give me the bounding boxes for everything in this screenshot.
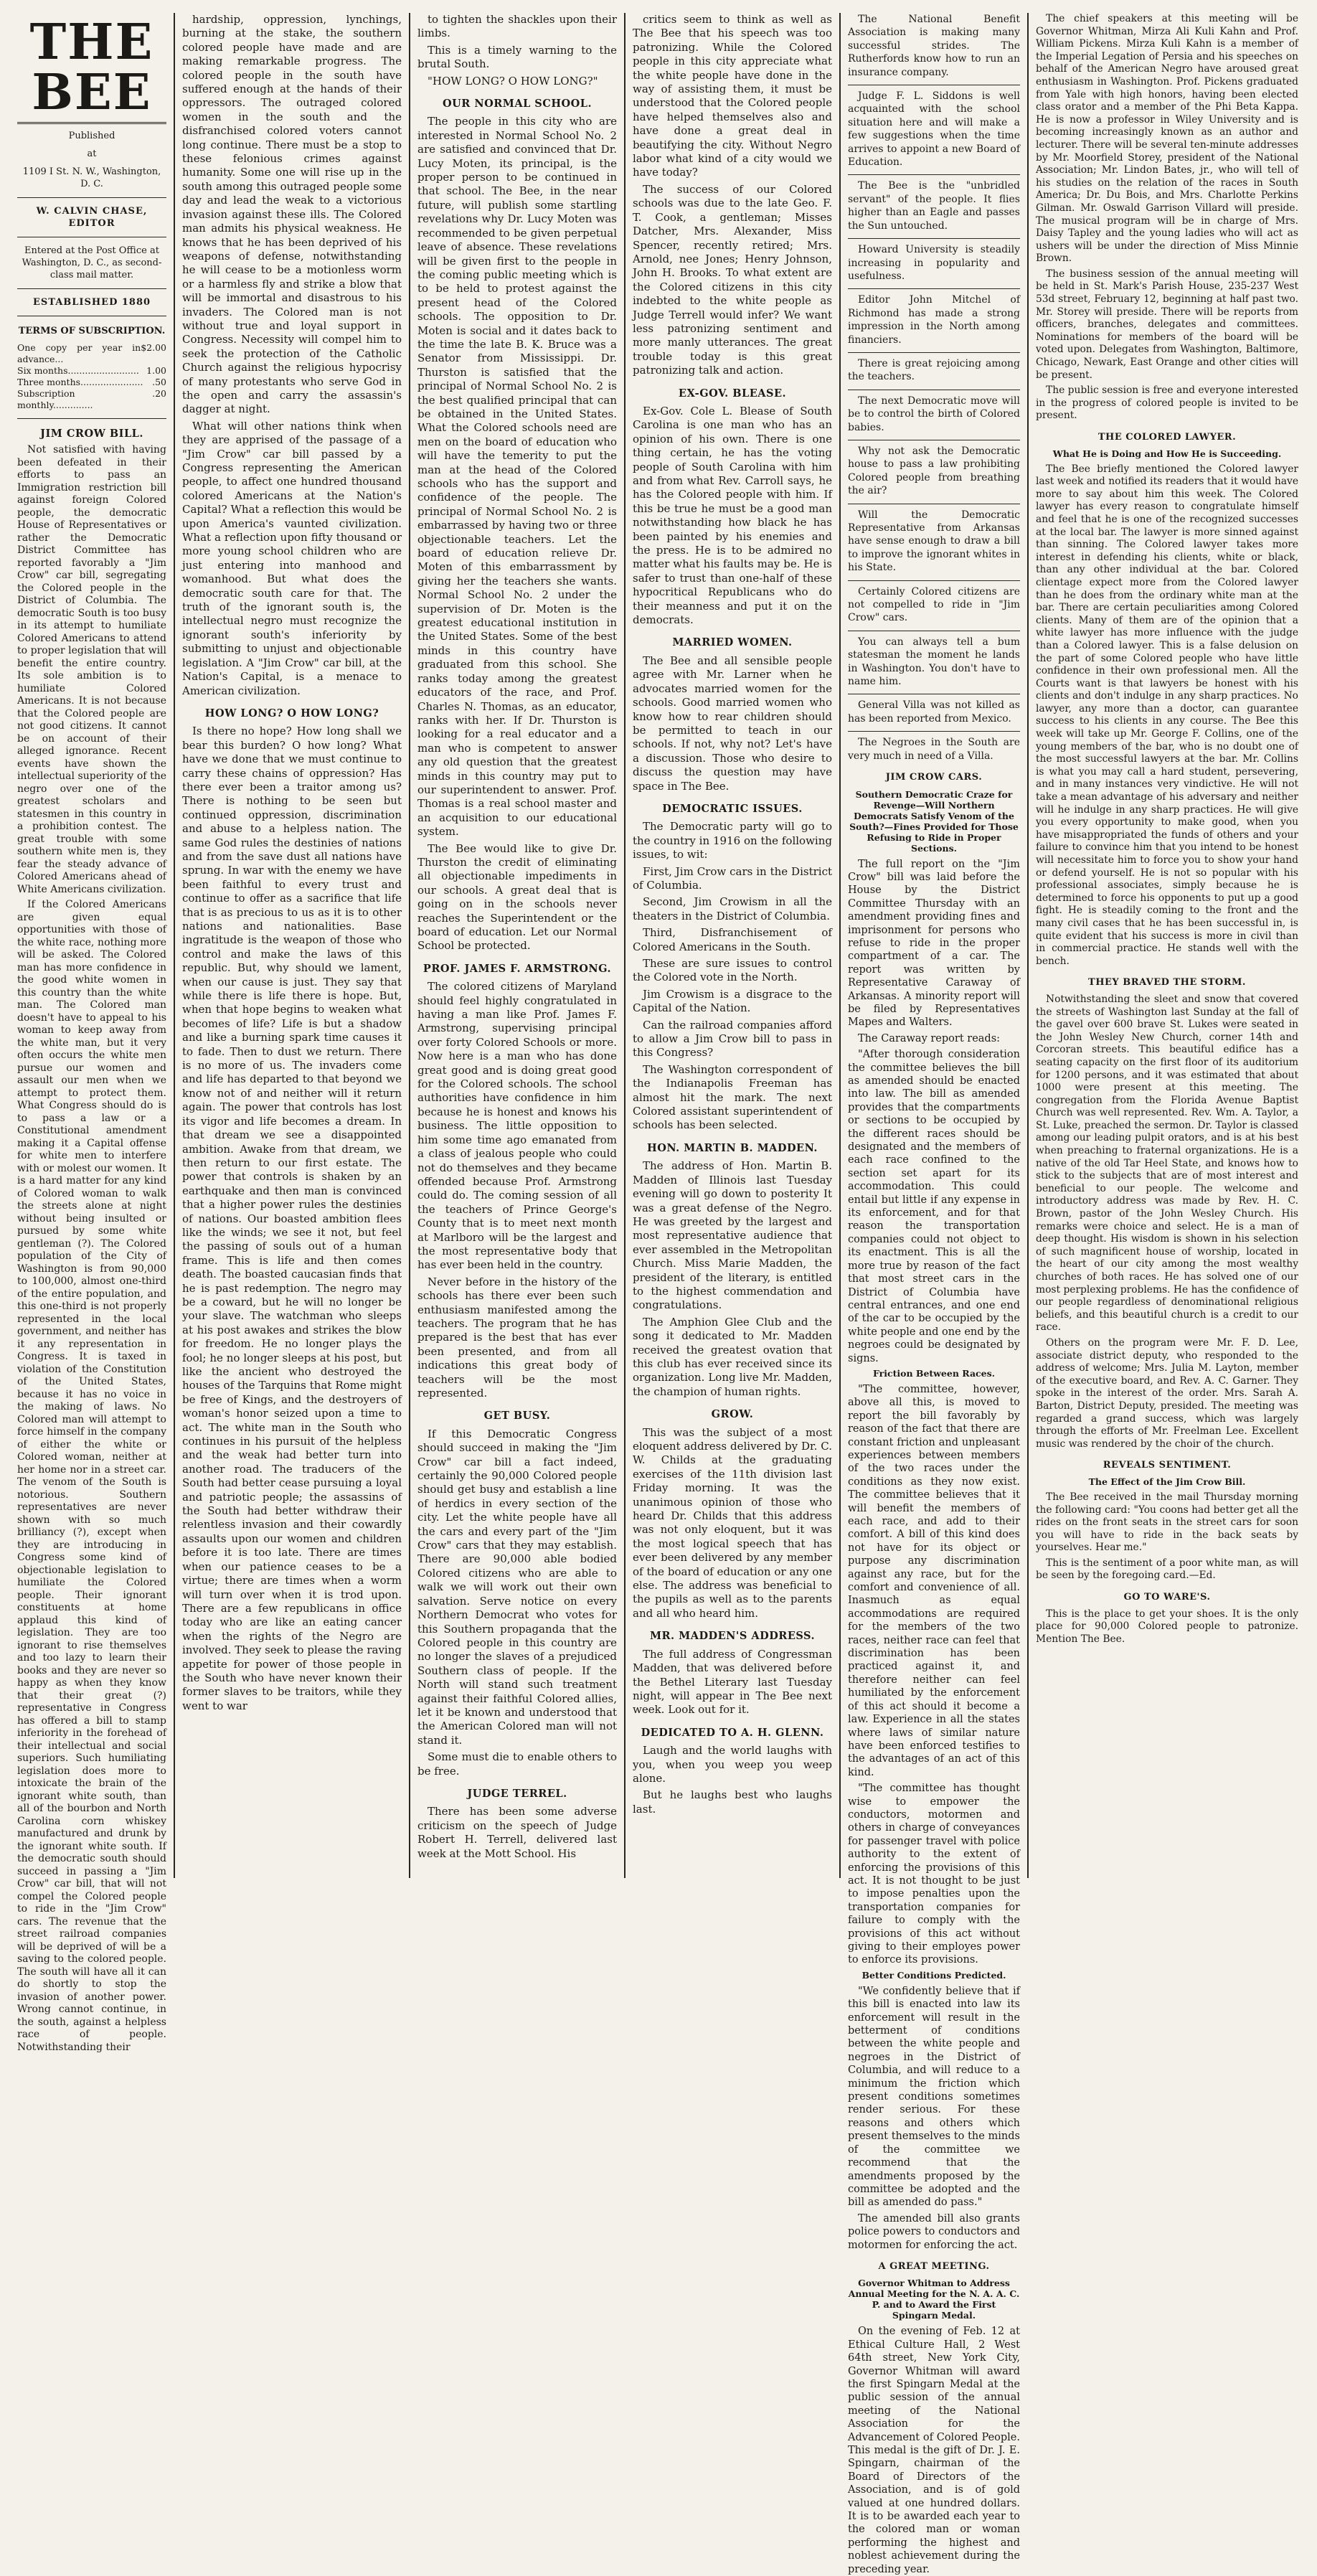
article-paragraph: The Washington correspondent of the Indianapolis Freeman has almost hit the mark. The next Colored assistant superintendent of schools has been selected. [633,1062,832,1132]
article-paragraph: Not satisfied with having been defeated in their efforts to pass an Immigration restriction bill against foreign Colored people, the democratic House of Representatives or rather the Democratic District Committee has reported favorably a "Jim Crow" car bill, segregating the Colored people in the District of Columbia. The democratic South is too busy in its attempt to humiliate Colored Americans to attend to proper legislation that will benefit the entire country. Its sole ambition is to humiliate Colored Americans. It is not because that the Colored people are not good citizens. It cannot be on account of their alleged ignorance. Recent events have shown the intellectual superiority of the negro over one of the greatest scholars and statesmen in this country in a prohibition contest. The great trouble with some southern white men is, they fear the steady advance of Colored Americans ahead of White Americans civilization. [17,444,166,895]
article-paragraph: These are sure issues to control the Colored vote in the North. [633,957,832,984]
column-2 [175,13,410,1878]
article-heading: HON. MARTIN B. MADDEN. [647,1141,818,1154]
article-deck: The Effect of the Jim Crow Bill. [1088,1476,1246,1487]
terms-row: Six months......................... 1.00 [17,364,166,376]
article-subheading: Friction Between Races. [872,1367,996,1379]
article-paragraph: On the evening of Feb. 12 at Ethical Culture Hall, 2 West 64th street, New York City, Governor Whitman will award the first Spingarn Medal at the public session of the annual meeting of the National Association for the Advancement of Colored People. This medal is the gift of Dr. J. E. Spingarn, chairman of the Board of Directors of the Association, and is of gold valued at one hundred dollars. It is to be awarded each year to the colored man or woman performing the highest and noblest achievement during the preceding year. [848,2326,1020,2575]
article-heading: MR. MADDEN'S ADDRESS. [649,1630,816,1643]
article-heading: GROW. [711,1408,754,1421]
masthead: THE BEE [17,17,166,124]
article-paragraph: If the Colored Americans are given equal opportunities with those of the white race, nothing more will be asked. The Colored man has more confidence in the good white women in this country than the white man. The Colored man doesn't have to appeal to his woman to keep away from the white man, but it very often occurs the white men pursue our women and assault our men when we attempt to protect them. What Congress should do is to pass a law or a Constitutional amendment making it a Capital offense for white men to interfere with or molest our women. It is a hard matter for any kind of Colored woman to walk the streets alone at night without being insulted or pursued by some white gentleman (?). The Colored population of the City of Washington is from 90,000 to 100,000, almost one-third of the entire population, and this one-third is not properly represented in the local government, and neither has it any representation in Congress. It is taxed in violation of the Constitution of the United States, because it has no voice in the making of laws. No Colored man will attempt to force himself in the company of either the white or Colored woman, neither at her home nor in a street car. The venom of the South is notorious. Southern representatives are never shown with so much brilliancy (?), except when they are introducing in Congress some kind of objectionable legislation to humiliate the Colored people. Their ignorant constituents at home applaud this kind of legislation. They are too ignorant to rise themselves and too lazy to learn their books and they are never so happy as when they know that their great (?) representative in Congress has offered a bill to stamp inferiority in the forehead of their intellectual and social superiors. Such humiliating legislation does more to intoxicate the brain of the ignorant white south, than all of the bourbon and North Carolina corn whiskey manufactured and drunk by the ignorant white south. If the democratic south should succeed in passing a "Jim Crow" car bill, that will not compel the Colored people to ride in the "Jim Crow" cars. The revenue that the street railroad companies will be deprived of will be a saving to the colored people. The south will have all it can do shortly to stop the invasion of another power. Wrong cannot continue, in the south, against a helpless race of people. Notwithstanding their [17,899,166,2053]
article-paragraph: "The committee, however, above all this, is moved to report the bill favorably by reason of the fact that there are constant friction and unpleasant experiences between members of the two races under the conditions as they now exist. The committee believes that it will benefit the members of each race, and add to their comfort. A bill of this kind does not have for its object or purpose any discrimination against any race, but for the comfort and convenience of all. Inasmuch as equal accommodations are required for the members of the two races, neither race can feel that discrimination has been practiced against it, and therefore neither can feel humiliated by the enforcement of this act should it become a law. Experience in all the states where laws of similar nature have been enforced testifies to the advantages of an act of this kind. [848,1383,1020,1778]
news-item: Editor John Mitchel of Richmond has made a strong impression in the North among financiers. [848,288,1020,346]
article-paragraph: Laugh and the world laughs with you, when you weep you weep alone. [633,1744,832,1785]
article-paragraph: The people in this city who are interested in Normal School No. 2 are satisfied and convinced that Dr. Lucy Moten, its principal, is the proper person to be continued in that school. The Bee, in the near future, will publish some startling revelations why Dr. Lucy Moten was recommended to be given perpetual leave of absence. These revelations will be given first to the people in the coming public meeting which is to be held to protest against the present head of the Colored schools. The opposition to Dr. Moten is social and it dates back to the time the late B. K. Bruce was a Senator from Mississippi. Dr. Thurston is satisfied that the principal of Normal School No. 2 is the best qualified principal that can be obtained in the United States. What the Colored schools need are men on the board of education who will have the temerity to put the man at the head of the Colored schools who has the support and confidence of the people. The principal of Normal School No. 2 is embarrassed by having two or three objectionable teachers. Let the board of education relieve Dr. Moten of this embarrassment by giving her the teachers she wants. Normal School No. 2 under the supervision of Dr. Moten is the greatest educational institution in the United States. Some of the best minds in this country have graduated from this school. She ranks today among the greatest educators of the race, and Prof. Charles N. Thomas, as an educator, ranks with her. If Dr. Thurston is looking for a real educator and a man who is competent to answer any old question that the greatest minds in this country may put to our superintendent to answer. Prof. Thomas is a real school master and an acquisition to our educational system. [417,115,617,839]
article-paragraph: The Bee briefly mentioned the Colored lawyer last week and notified its readers that it would have more to say about him this week. The Colored lawyer has every reason to congratulate himself and feel that he is one of the recognized successes at the local bar. The lawyer is more sinned against than sinning. The Colored lawyer takes more interest in defending his clients, white or black, than any other individual at the bar. Colored clientage expect more from the Colored lawyer than he does from the ordinary white man at the bar. There are certain peculiarities among Colored clients. Many of them are of the opinion that a white lawyer has more influence with the judge than a Colored lawyer. This is a false delusion on the part of some Colored people who have little confidence in their own professional men. All the Courts want is that lawyers be honest with his clients and don't indulge in any sharp practices. No lawyer, any more than a doctor, can guarantee success to his clients in any course. The Bee this week will take up Mr. George F. Collins, one of the young members of the bar, who is no doubt one of the most successful lawyers at the bar. Mr. Collins is what you may call a hard student, persevering, and in many instances very vindictive. He will not take a mean advantage of his adversary and neither will he indulge in any sharp practices. He will give you every opportunity to make good, when you have misappropriated the funds of others and your failure to convince him that you intend to be honest will necessitate him to force you to show your hand or defend yourself. He is not so popular with his professional associates, simply because he is determined to force his opponents to put up a good fight. He is steadily coming to the front and the many civil cases that he has been successful in, is quite evident that his success is more in civil than in commercial practice. He stands well with the bench. [1036,463,1298,967]
news-item: Howard University is steadily increasing in popularity and usefulness. [848,238,1020,283]
divider [17,288,166,289]
article-heading: EX-GOV. BLEASE. [678,387,787,400]
article-paragraph: This is the sentiment of a poor white man, as will be seen by the foregoing card.—Ed. [1036,1557,1298,1582]
article-deck: Governor Whitman to Address Annual Meeting for the N. A. A. C. P. and to Award the First Spingarn Medal. [848,2278,1020,2321]
article-paragraph: Some must die to enable others to be free. [417,1750,617,1778]
news-item: Certainly Colored citizens are not compelled to ride in "Jim Crow" cars. [848,580,1020,625]
article-heading: DEDICATED TO A. H. GLENN. [641,1726,824,1739]
terms-row: One copy per year in advance... $2.00 [17,341,166,364]
article-paragraph: Ex-Gov. Cole L. Blease of South Carolina is one man who has an opinion of his own. There is one thing certain, he has the voting people of South Carolina with him and from what Rev. Carroll says, he has the Colored people with him. If this be true he must be a good man notwithstanding how black he has been painted by his enemies and the press. He is to be admired no matter what his faults may be. He is safer to trust than one-half of these hypocritical Republicans who do their meanness and put it on the democrats. [633,404,832,627]
article-paragraph: The address of Hon. Martin B. Madden of Illinois last Tuesday evening will go down to posterity It was a great defense of the Negro. He was greeted by the largest and most representative audience that ever assembled in the Metropolitan Church. Miss Marie Madden, the president of the literary, is entitled to the highest commendation and congratulations. [633,1159,832,1312]
article-paragraph: Second, Jim Crowism in all the theaters in the District of Columbia. [633,895,832,923]
published-label: Published [68,131,115,141]
address: 1109 I St. N. W., Washington, D. C. [22,166,161,189]
article-paragraph: Notwithstanding the sleet and snow that covered the streets of Washington last Sunday at the fall of the gavel over 600 brave St. Lukes were seated in the John Wesley New Church, corner 14th and Corcoran streets. This beautiful edifice has a seating capacity on the first floor of its auditorium for 1200 persons, and it was estimated that about 1000 were present at this meeting. The congregation from the Florida Avenue Baptist Church was well represented. Rev. Wm. A. Taylor, a St. Luke, preached the sermon. Dr. Taylor is classed among our leading pulpit orators, and is at his best when preaching to fraternal organizations. He is a native of the old Tar Heel State, and knows how to stick to the subjects that are of most interest and beneficial to our people. The welcome and introductory address was made by Rev. H. C. Brown, pastor of the John Wesley Church. His remarks were choice and select. He is a man of deep thought. His wisdom is shown in his selection of such magnificent house of worship, located in the heart of our city among the most wealthy churches of both races. He has solved one of our most perplexing problems. He has the confidence of our people regardless of denominational religious beliefs, and this beautiful church is a credit to our race. [1036,993,1298,1334]
column-6 [1029,13,1306,1878]
article-paragraph: critics seem to think as well as The Bee that his speech was too patronizing. While the Colored people in this city appreciate what the white people have done in the way of assisting them, it must be understood that the Colored people have helped themselves also and have done a great deal in beautifying the city. Without Negro labor what kind of a city would we have today? [633,13,832,179]
article-paragraph: But he laughs best who laughs last. [633,1788,832,1816]
news-item: Why not ask the Democratic house to pass a law prohibiting Colored people from breathing the air? [848,440,1020,498]
news-item: Will the Democratic Representative from Arkansas have sense enough to draw a bill to improve the ignorant whites in his State. [848,504,1020,575]
article-paragraph: Others on the program were Mr. F. D. Lee, associate district deputy, who responded to the address of welcome; Mrs. Julia M. Layton, member of the executive board, and Rev. A. C. Garner. They spoke in the interest of the order. Mrs. Sarah A. Barton, District Deputy, presided. The meeting was regarded a grand success, which was largely through the efforts of Mr. Freelman Lee. Excellent music was rendered by the choir of the church. [1036,1336,1298,1450]
column-4 [626,13,841,1878]
terms-row: Subscription monthly.............. .20 [17,387,166,410]
news-item: The National Benefit Association is making many successful strides. The Rutherfords know how to run an insurance company. [848,14,1020,78]
article-paragraph: This was the subject of a most eloquent address delivered by Dr. C. W. Childs at the graduating exercises of the 11th division last Friday morning. It was the unanimous opinion of those who heard Dr. Childs that this address was not only eloquent, but it was the most logical speech that has ever been delivered by any member of the board of education or any one else. The address was beneficial to the pupils as well as to the parents and all who heard him. [633,1425,832,1620]
article-heading: OUR NORMAL SCHOOL. [442,98,593,110]
divider [17,197,166,198]
article-deck: Southern Democratic Craze for Revenge—Will Northern Democrats Satisfy Venom of the South?—Fines Provided for Those Refusing to Ride in Proper Sections. [849,788,1019,854]
column-1 [10,13,175,2053]
article-paragraph: The business session of the annual meeting will be held in St. Mark's Parish House, 235-237 West 53d street, February 12, beginning at half past two. Mr. Storey will preside. There will be reports from officers, branches, delegates and committees. Nominations for members of the board will be voted upon. Delegates from Washington, Baltimore, Chicago, Newark, East Orange and other cities will be present. [1036,268,1298,381]
article-paragraph: Is there no hope? How long shall we bear this burden? O how long? What have we done that we must continue to carry these chains of oppression? Has there ever been a traitor among us? There is nothing to be seen but continued oppression, discrimination and abuse to a helpless nation. The same God rules the destinies of nations and from the save dust all nations have sprung. In war with the enemy we have been faithful to every trust and continue to offer as a sacrifice that life that is as precious to us as it is to other nations and nationalities. Base ingratitude is the weapon of those who control and make the laws of this republic. But, why should we lament, when our cause is just. They say that while there is life there is hope. But, when that hope begins to weaken what becomes of life? Life is but a shadow and like a burning spark time causes it to fade. Then to dust we return. There is no more of us. The invaders come and life has departed to that beyond we know not of and neither will it return again. The power that controls has lost its vigor and life becomes a dream. In that dream we see a disappointed ambition. Awake from that dream, we then return to our first estate. The power that controls is shaken by an earthquake and then man is convinced that a higher power rules the destinies of nations. Our boasted ambition flees like the winds; we see it not, but feel the passing of souls out of a human frame. This is life and then comes death. The boasted caucasian finds that he is past redemption. The negro may be a coward, but he will no longer be your slave. The watchman who sleeps at his post awakes and strikes the blow for freedom. He no longer plays the fool; he no longer sleeps at his post, but like the ancient who destroyed the houses of the Tarquins that Rome might be free of Kings, and the destroyers of woman's honor seized upon a time to act. The white man in the South who continues in his pursuit of the helpless and the weak had better turn into another road. The traducers of the South had better cease pursuing a loyal and patriotic people; the assassins of the South had better withdraw their relentless invasion and their cowardly assaults upon our women and children before it is too late. There are times when our patience ceases to be a virtue; there are times when a worm will turn over when it is trod upon. There are a few republicans in office today who are like an eating cancer when the rights of the Negro are involved. They seek to please the raving appetite for power of those people in the South who have never known their former slaves to be traitors, while they went to war [182,725,402,1712]
article-paragraph: "We confidently believe that if this bill is enacted into law its enforcement will result in the betterment of conditions between the white people and negroes in the District of Columbia, and will reduce to a minimum the friction which present conditions sometimes render serious. For these reasons and others which present themselves to the minds of the committee we recommend that the amendments proposed by the committee be adopted and the bill as amended do pass." [848,1985,1020,2209]
article-heading: REVEALS SENTIMENT. [1103,1460,1232,1471]
at-label: at [87,148,97,159]
news-item: The Negroes in the South are very much in need of a Villa. [848,731,1020,763]
article-paragraph: Third, Disfranchisement of Colored Americans in the South. [633,926,832,953]
article-paragraph: The Bee would like to give Dr. Thurston the credit of eliminating all objectionable impediments in our schools. A great deal that is going on in the schools never reaches the Superintendent or the board of education. Let our Normal School be protected. [417,841,617,953]
article-paragraph: The public session is free and everyone interested in the progress of colored people is invited to be present. [1036,384,1298,422]
article-paragraph: If this Democratic Congress should succeed in making the "Jim Crow" car bill a fact indeed, certainly the 90,000 Colored people should get busy and establish a line of herdics in every section of the city. Let the white people have all the cars and every part of the "Jim Crow" cars that they may establish. There are 90,000 able bodied Colored citizens who are able to walk we will work out their own salvation. Serve notice on every Northern Democrat who votes for this Southern propaganda that the Colored people in this country are no longer the slaves of a prejudiced Southern class of people. If the North will stand such treatment against their faithful Colored allies, let it be known and understood that the American Colored man will not stand it. [417,1427,617,1747]
article-heading: DEMOCRATIC ISSUES. [662,802,803,815]
news-item: You can always tell a bum statesman the moment he lands in Washington. You don't have to name him. [848,631,1020,689]
article-paragraph: The Bee received in the mail Thursday morning the following card: "You coons had better get all the rides on the front seats in the street cars for soon you will have to ride in the back seats by yourselves. Hear me." [1036,1491,1298,1554]
divider [17,418,166,419]
editor-line: W. CALVIN CHASE, EDITOR [36,206,148,229]
article-paragraph: Can the railroad companies afford to allow a Jim Crow bill to pass in this Congress? [633,1018,832,1060]
article-heading: JIM CROW BILL. [40,427,143,440]
article-heading: THEY BRAVED THE STORM. [1088,977,1246,989]
article-heading: THE COLORED LAWYER. [1098,432,1237,443]
article-paragraph: The full address of Congressman Madden, that was delivered before the Bethel Literary last Tuesday night, will appear in The Bee next week. Look out for it. [633,1647,832,1717]
article-heading: PROF. JAMES F. ARMSTRONG. [423,962,612,975]
news-item: The Bee is the "unbridled servant" of the people. It flies higher than an Eagle and passes the Sun untouched. [848,174,1020,232]
news-item: General Villa was not killed as has been reported from Mexico. [848,694,1020,725]
article-heading: JUDGE TERREL. [467,1787,567,1800]
terms-title: TERMS OF SUBSCRIPTION. [18,326,166,336]
article-paragraph: hardship, oppression, lynchings, burning at the stake, the southern colored people have made and are making remarkable progress. The colored people in the south have suffered enough at the hands of their oppressors. The outraged colored women in the south and the disfranchised colored voters cannot long continue. There must be a stop to these felonious crimes against humanity. Some one will rise up in the south among this outraged people some day and lead the weak to a victorious invasion against these ills. The Colored man admits his physical weakness. He knows that he has been deprived of his weapons of defense, notwithstanding he will cease to be a motionless worm or a harmless fly and strike a blow that will be immortal and disastrous to his invaders. The Colored man is not without true and loyal support in Congress. Necessity will compel him to seek the protection of the Catholic Church against the religious hypocrisy of many protestants who serve God in the open and carry the assassin's dagger at night. [182,13,402,416]
article-paragraph: The Amphion Glee Club and the song it dedicated to Mr. Madden received the greatest ovation that this club has ever received since its organization. Long live Mr. Madden, the champion of human rights. [633,1315,832,1398]
article-paragraph: First, Jim Crow cars in the District of Columbia. [633,864,832,892]
article-heading: JIM CROW CARS. [885,772,983,783]
article-heading: GET BUSY. [483,1410,551,1423]
established-line: ESTABLISHED 1880 [32,297,151,308]
article-paragraph: to tighten the shackles upon their limbs. [417,13,617,40]
article-heading: MARRIED WOMEN. [672,636,793,649]
news-item: There is great rejoicing among the teachers. [848,352,1020,384]
article-paragraph: There has been some adverse criticism on the speech of Judge Robert H. Terrell, delivered last week at the Mott School. His [417,1805,617,1860]
article-subheading: Better Conditions Predicted. [862,1969,1006,1981]
column-5 [841,13,1029,2575]
column-3 [410,13,626,1878]
article-paragraph: The chief speakers at this meeting will be Governor Whitman, Mirza Ali Kuli Kahn and Prof. William Pickens. Mirza Kuli Kahn is a member of the Imperial Legation of Persia and his speeches on behalf of the American Negro have aroused great enthusiasm in Washington. Prof. Pickens graduated from Yale with high honors, having been elected class orator and a member of the Phi Beta Kappa. He is now a professor in Wiley University and is becoming increasingly known as an author and lecturer. There will be several ten-minute addresses by Mr. Moorfield Storey, president of the National Association; Mr. Lindon Bates, jr., who will tell of his studies on the relation of the races in South America; Dr. Du Bois, and Mrs. Charlotte Perkins Gilman. Mr. Oswald Garrison Villard will preside. The musical program will be in charge of Mrs. Daisy Tapley and the young ladies who will act as ushers will be under the direction of Miss Minnie Brown. [1036,13,1298,265]
article-paragraph: "HOW LONG? O HOW LONG?" [428,74,598,88]
entered-notice: Entered at the Post Office at Washington, D. C., as second-class mail matter. [22,245,162,280]
article-paragraph: The Democratic party will go to the country in 1916 on the following issues, to wit: [633,820,832,862]
article-paragraph: The Bee and all sensible people agree with Mr. Larner when he advocates married women for the schools. Good married women who know how to rear children should be permitted to teach in our schools. If not, why not? Let's have a discussion. Those who desire to discuss the question may have space in The Bee. [633,654,832,793]
article-heading: A GREAT MEETING. [878,2260,990,2272]
article-paragraph: "After thorough consideration the committee believes the bill as amended should be enacted into law. The bill as amended provides that the compartments or sections to be occupied by the different races should be designated and the members of each race confined to the section set apart for its accommodation. This could entail but little if any expense in its enforcement, and for that reason the transportation companies could not object to its enactment. This is all the more true by reason of the fact that most street cars in the District of Columbia have central entrances, and one end of the car to be occupied by the white people and one end by the negroes could be designated by signs. [848,1049,1020,1364]
article-paragraph: The Caraway report reads: [858,1032,1001,1044]
article-paragraph: The amended bill also grants police powers to conductors and motormen for enforcing the act. [848,2212,1020,2251]
article-paragraph: The colored citizens of Maryland should feel highly congratulated in having a man like Prof. James F. Armstrong, supervising principal over forty Colored Schools or more. Now here is a man who has done great good and is doing great good for the Colored schools. The school authorities have confidence in him because he is honest and knows his business. The little opposition to him some time ago emanated from a class of jealous people who could not do themselves and they became offended because Prof. Armstrong could do. The coming session of all the teachers of Prince George's County that is to meet next month at Marlboro will be the largest and the most representative body that has ever been held in the country. [417,980,617,1272]
terms-row: Three months...................... .50 [17,376,166,387]
article-paragraph: The success of our Colored schools was due to the late Geo. F. T. Cook, a gentleman; Misses Datcher, Mrs. Alexander, Miss Spencer, recently retired; Mrs. Arnold, nee Jones; Henry Johnson, John H. Brooks. To what extent are the Colored citizens in this city indebted to the white people as Judge Terrell would infer? We want less patronizing sentiment and more manly utterances. The great trouble today is this great patronizing talk and action. [633,182,832,377]
article-paragraph: What will other nations think when they are apprised of the passage of a "Jim Crow" car bill passed by a Congress representing the American people, to affect one hundred thousand colored Americans at the Nation's Capital? What a reflection this would be upon America's vaunted civilization. What a reflection upon fifty thousand or more young school children who are just entering into manhood and womanhood. But what does the democratic south care for that. The truth of the ignorant south is, the intellectual negro must recognize the ignorant south's inferiority by submitting to unjust and objectionable legislation. A "Jim Crow" car bill, at the Nation's Capital, is a menace to American civilization. [182,419,402,697]
article-paragraph: This is a timely warning to the brutal South. [417,43,617,71]
article-paragraph: The full report on the "Jim Crow" bill was laid before the House by the District Committee Thursday with an amendment providing fines and imprisonment for persons who refuse to ride in the proper compartment of a car. The report was written by Representative Caraway of Arkansas. A minority report will be filed by Representatives Mapes and Walters. [848,858,1020,1029]
article-paragraph: This is the place to get your shoes. It is the only place for 90,000 Colored people to patronize. Mention The Bee. [1036,1608,1298,1645]
news-item: Judge F. L. Siddons is well acquainted with the school situation here and will make a few suggestions when the time arrives to appoint a new Board of Education. [848,85,1020,169]
news-item: The next Democratic move will be to control the birth of Colored babies. [848,390,1020,434]
article-paragraph: Jim Crowism is a disgrace to the Capital of the Nation. [633,987,832,1015]
article-paragraph: Never before in the history of the schools has there ever been such enthusiasm manifested among the teachers. The program that he has prepared is the best that has ever been presented, and from all indications this great body of teachers will be the most represented. [417,1275,617,1400]
article-heading: GO TO WARE'S. [1123,1592,1211,1603]
article-paragraph: "The committee has thought wise to empower the conductors, motormen and others in charge of conveyances for passenger travel with police authority to the extent of enforcing the provisions of this act. It is not thought to be just to impose penalties upon the transportation companies for failure to comply with the provisions of this act without giving to their employes power to enforce its provisions. [848,1783,1020,1966]
article-deck: What He is Doing and How He is Succeeding. [1052,448,1282,459]
article-heading: HOW LONG? O HOW LONG? [204,707,379,720]
